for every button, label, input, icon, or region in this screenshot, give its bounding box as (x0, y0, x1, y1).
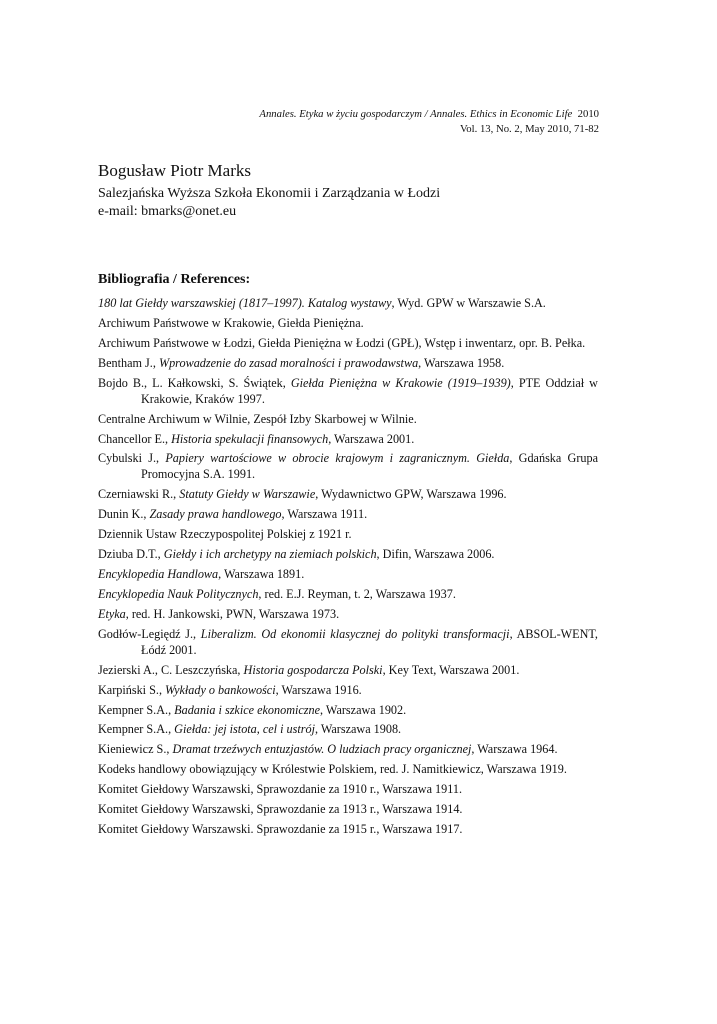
author-name: Bogusław Piotr Marks (98, 161, 251, 180)
reference-details: , red. E.J. Reyman, t. 2, Warszawa 1937. (258, 586, 456, 601)
reference-author: Dunin K., (98, 507, 150, 522)
reference-author: Kieniewicz S., (98, 742, 173, 757)
reference-author: Kempner S.A., (98, 702, 175, 717)
reference-entry (98, 296, 598, 312)
reference-title: Wykłady o bankowości (165, 682, 276, 697)
reference-details: , Wydawnictwo GPW, Warszawa 1996. (315, 487, 507, 502)
reference-entry (98, 587, 598, 603)
reference-title: Giełda: jej istota, cel i ustrój (174, 722, 315, 737)
reference-entry (98, 527, 598, 543)
reference-title: 180 lat Giełdy warszawskiej (1817–1997). Katalog wystawy (98, 296, 392, 310)
reference-author: Bojdo B., L. Kałkowski, S. Świątek, (98, 375, 291, 390)
reference-entry (98, 547, 598, 563)
reference-details: , Warszawa 2001. (328, 431, 415, 446)
bibliography-heading: Bibliografia / References: (98, 272, 251, 287)
reference-entry (98, 356, 598, 372)
author-affiliation-block (98, 185, 440, 221)
journal-year: 2010 (577, 108, 599, 120)
reference-author: Cybulski J., (98, 451, 166, 466)
reference-entry (98, 683, 598, 699)
reference-title: Zasady prawa handlowego (149, 507, 282, 522)
reference-title: Papiery wartościowe w obrocie krajowym i zagranicznym. Giełda (165, 451, 510, 466)
reference-author: Karpiński S., (98, 682, 166, 697)
reference-entry (98, 802, 598, 818)
reference-author: Centralne Archiwum w Wilnie, Zespół Izby Skarbowej w Wilnie. (98, 411, 417, 426)
journal-title: Annales. Etyka w życiu gospodarczym / Annales. Ethics in Economic Life (259, 108, 573, 120)
reference-list (98, 296, 598, 842)
reference-author: Godłów-Legiędź J., (98, 626, 201, 641)
reference-entry (98, 722, 598, 738)
reference-title: Liberalizm. Od ekonomii klasycznej do polityki transformacji (200, 626, 510, 641)
reference-entry (98, 507, 598, 523)
reference-entry (98, 567, 598, 583)
reference-title: Giełda Pieniężna w Krakowie (1919–1939) (290, 375, 511, 390)
reference-author: Komitet Giełdowy Warszawski, Sprawozdanie za 1910 r., Warszawa 1911. (98, 782, 463, 797)
reference-author: Jezierski A., C. Leszczyńska, (98, 662, 244, 677)
reference-entry (98, 762, 598, 778)
reference-details: , Warszawa 1891. (218, 567, 305, 581)
reference-details: , PTE Oddział w Krakowie, Kraków 1997. (141, 375, 598, 406)
reference-entry (98, 663, 598, 679)
reference-details: , Warszawa 1902. (320, 702, 407, 717)
reference-entry (98, 376, 598, 407)
reference-author: Komitet Giełdowy Warszawski. Sprawozdanie za 1915 r., Warszawa 1917. (98, 822, 463, 837)
reference-author: Archiwum Państwowe w Krakowie, Giełda Pieniężna. (98, 315, 364, 330)
reference-title: Dramat trzeźwych entuzjastów. O ludziach pracy organicznej (172, 742, 472, 757)
reference-author: Bentham J., (98, 355, 159, 370)
reference-author: Komitet Giełdowy Warszawski, Sprawozdanie za 1913 r., Warszawa 1914. (98, 802, 463, 817)
reference-title: Etyka (98, 606, 126, 621)
reference-details: , Warszawa 1964. (471, 742, 558, 757)
volume-line: Vol. 13, No. 2, May 2010, 71-82 (459, 122, 599, 135)
reference-entry (98, 451, 598, 482)
reference-details: , Difin, Warszawa 2006. (376, 547, 495, 562)
reference-entry (98, 782, 598, 798)
reference-details: , Key Text, Warszawa 2001. (382, 662, 520, 677)
reference-entry (98, 822, 598, 838)
reference-title: Giełdy i ich archetypy na ziemiach polskich (163, 547, 377, 562)
reference-title: Encyklopedia Nauk Politycznych (98, 586, 259, 601)
reference-entry (98, 487, 598, 503)
journal-line (259, 107, 599, 122)
reference-title: Statuty Giełdy w Warszawie (179, 487, 316, 502)
reference-details: , Warszawa 1908. (315, 722, 402, 737)
reference-entry (98, 627, 598, 658)
reference-title: Historia spekulacji finansowych (171, 431, 329, 446)
reference-author: Kempner S.A., (98, 722, 175, 737)
reference-author: Dziennik Ustaw Rzeczypospolitej Polskiej z 1921 r. (98, 527, 352, 542)
reference-author: Dziuba D.T., (98, 547, 164, 562)
reference-entry (98, 316, 598, 332)
journal-header (259, 107, 599, 136)
reference-author: Chancellor E., (98, 431, 172, 446)
reference-details: , red. H. Jankowski, PWN, Warszawa 1973. (125, 606, 340, 621)
reference-entry (98, 703, 598, 719)
reference-entry (98, 336, 598, 352)
reference-details: , Wyd. GPW w Warszawie S.A. (391, 296, 546, 310)
reference-details: , ABSOL-WENT, Łódź 2001. (141, 626, 598, 657)
reference-title: Historia gospodarcza Polski (243, 662, 383, 677)
reference-details: , Warszawa 1916. (275, 682, 362, 697)
author-email: e-mail: bmarks@onet.eu (98, 204, 237, 219)
reference-entry (98, 607, 598, 623)
reference-details: , Warszawa 1958. (418, 355, 505, 370)
reference-entry (98, 432, 598, 448)
reference-details: , Gdańska Grupa Promocyjna S.A. 1991. (141, 451, 598, 482)
reference-author: Kodeks handlowy obowiązujący w Królestwie Polskiem, red. J. Namitkiewicz, Warszawa 1919. (98, 762, 567, 777)
reference-entry (98, 412, 598, 428)
reference-title: Encyklopedia Handlowa (98, 567, 219, 581)
reference-title: Wprowadzenie do zasad moralności i prawodawstwa (158, 355, 419, 370)
reference-entry (98, 742, 598, 758)
reference-details: , Warszawa 1911. (281, 507, 368, 522)
affiliation: Salezjańska Wyższa Szkoła Ekonomii i Zarządzania w Łodzi (98, 186, 441, 201)
reference-author: Archiwum Państwowe w Łodzi, Giełda Pieniężna w Łodzi (GPŁ), Wstęp i inwentarz, opr. B. Pełka. (98, 335, 586, 350)
reference-author: Czerniawski R., (98, 487, 180, 502)
reference-title: Badania i szkice ekonomiczne (174, 702, 321, 717)
